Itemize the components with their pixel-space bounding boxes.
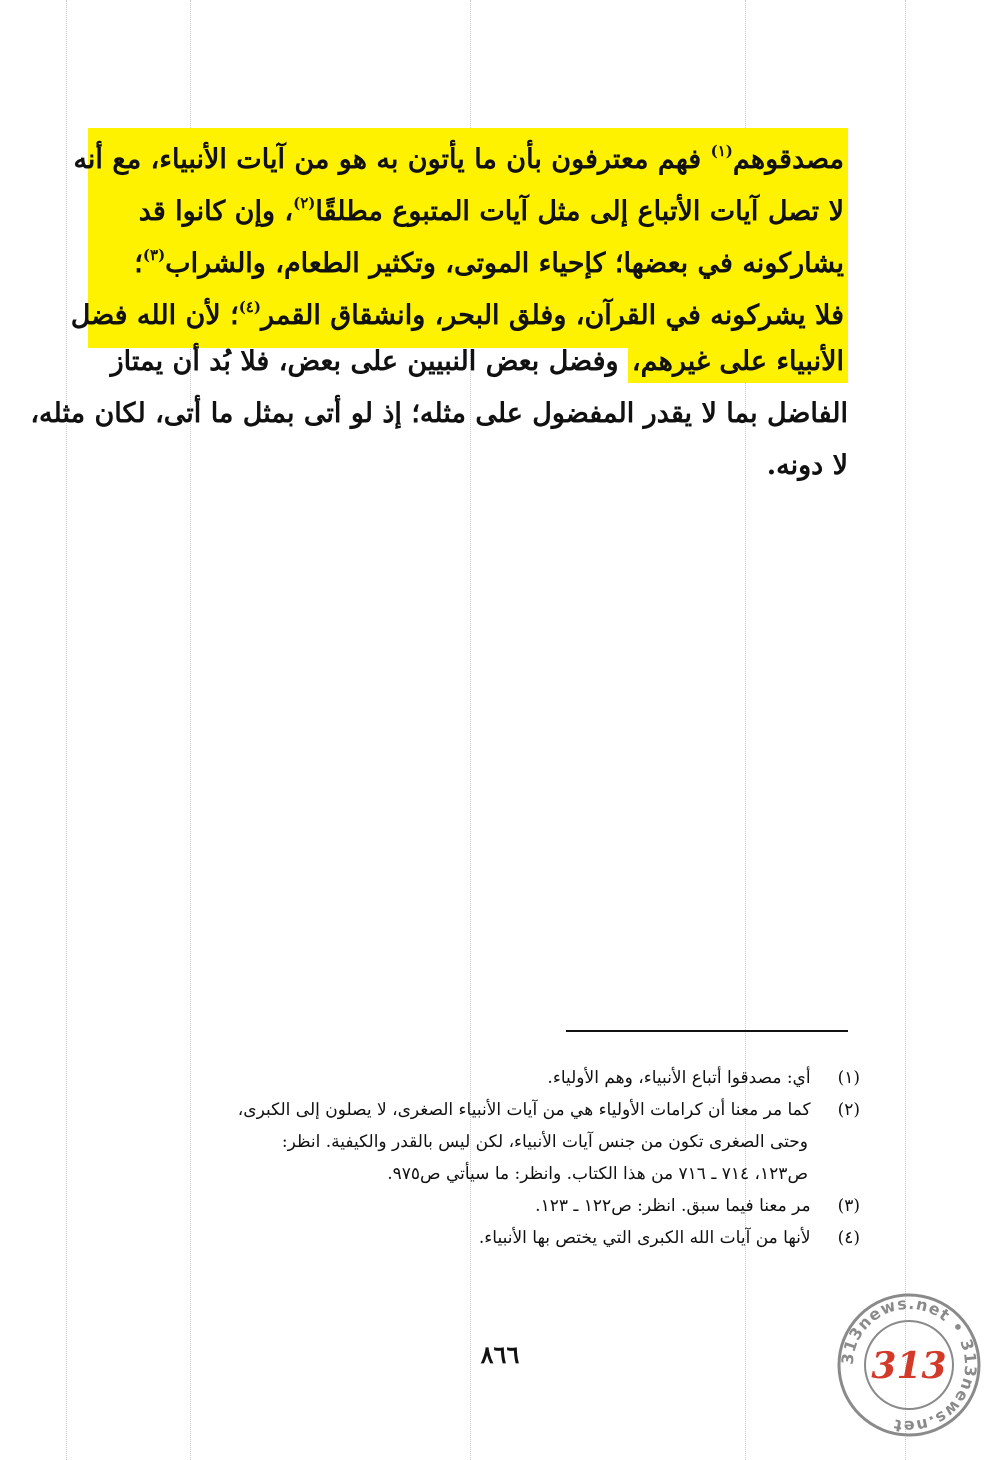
footnote-text: وحتى الصغرى تكون من جنس آيات الأنبياء، لكن ليس بالقدر والكيفية. انظر: [281, 1132, 808, 1152]
text-segment: الفاضل بما لا يقدر المفضول على مثله؛ إذ لو أتى بمثل ما أتى، لكان مثله، [30, 398, 848, 429]
page-number: ٨٦٦ [480, 1340, 520, 1369]
text-segment: ؛ لأن الله فضل [70, 300, 239, 331]
text-segment: لا دونه. [766, 450, 848, 481]
footnote-line [100, 1190, 860, 1222]
text-segment: وفضل بعض النبيين على بعض، فلا بُد أن يمتاز [110, 346, 628, 377]
text-segment: مصدقوهم [732, 144, 844, 175]
footnote-number: (١) [837, 1068, 860, 1088]
text-segment: يشاركونه في بعضها؛ كإحياء الموتى، وتكثير الطعام، والشراب [165, 248, 844, 279]
text-line [88, 440, 848, 492]
text-line [88, 336, 848, 388]
footnote-line [100, 1158, 860, 1190]
scan-artifact-line [905, 0, 906, 1460]
footnote-number: (٣) [837, 1196, 860, 1216]
text-segment: فهم معترفون بأن ما يأتون به هو من آيات الأنبياء، مع أنه [73, 144, 711, 175]
footnote-ref: (٣) [142, 246, 166, 264]
footnote-text: كما مر معنا أن كرامات الأولياء هي من آيات الأنبياء الصغرى، لا يصلون إلى الكبرى، [237, 1100, 811, 1120]
svg-text:313news.net • 313news.net: 313news.net • 313news.net [837, 1293, 981, 1437]
footnote-ref: (١) [710, 142, 733, 160]
text-segment: لا تصل آيات الأتباع إلى مثل آيات المتبوع مطلقًا [315, 196, 844, 227]
svg-text:313: 313 [871, 1345, 947, 1387]
text-line [73, 128, 848, 180]
text-segment: فلا يشركونه في القرآن، وفلق البحر، وانشقاق القمر [260, 300, 844, 331]
watermark-stamp-icon [834, 1290, 984, 1440]
footnote-line [100, 1222, 860, 1254]
footnote-ref: (٢) [293, 194, 316, 212]
footnote-text: أي: مصدقوا أتباع الأنبياء، وهم الأولياء. [547, 1068, 811, 1088]
scan-artifact-line [66, 0, 67, 1460]
footnote-text: لأنها من آيات الله الكبرى التي يختص بها الأنبياء. [478, 1228, 811, 1248]
main-text-block [30, 128, 848, 492]
footnotes-block [100, 1062, 860, 1254]
footnote-text: ص١٢٣، ٧١٤ ـ ٧١٦ من هذا الكتاب. وانظر: ما سيأتي ص٩٧٥. [387, 1164, 808, 1184]
text-line [70, 284, 848, 336]
footnote-line [100, 1094, 860, 1126]
text-line [88, 180, 848, 232]
footnote-number: (٢) [837, 1100, 860, 1120]
footnote-line [100, 1062, 860, 1094]
footnote-text: مر معنا فيما سبق. انظر: ص١٢٢ ـ ١٢٣. [535, 1196, 811, 1216]
text-line [88, 232, 848, 284]
text-segment: ؛ [134, 248, 143, 279]
footnote-line [100, 1126, 860, 1158]
footnote-ref: (٤) [238, 298, 261, 316]
text-segment: ، وإن كانوا قد [138, 196, 294, 227]
footnote-separator [566, 1030, 848, 1032]
text-line [30, 388, 848, 440]
highlighted-span: الأنبياء على غيرهم، [628, 340, 848, 383]
footnote-number: (٤) [837, 1228, 860, 1248]
